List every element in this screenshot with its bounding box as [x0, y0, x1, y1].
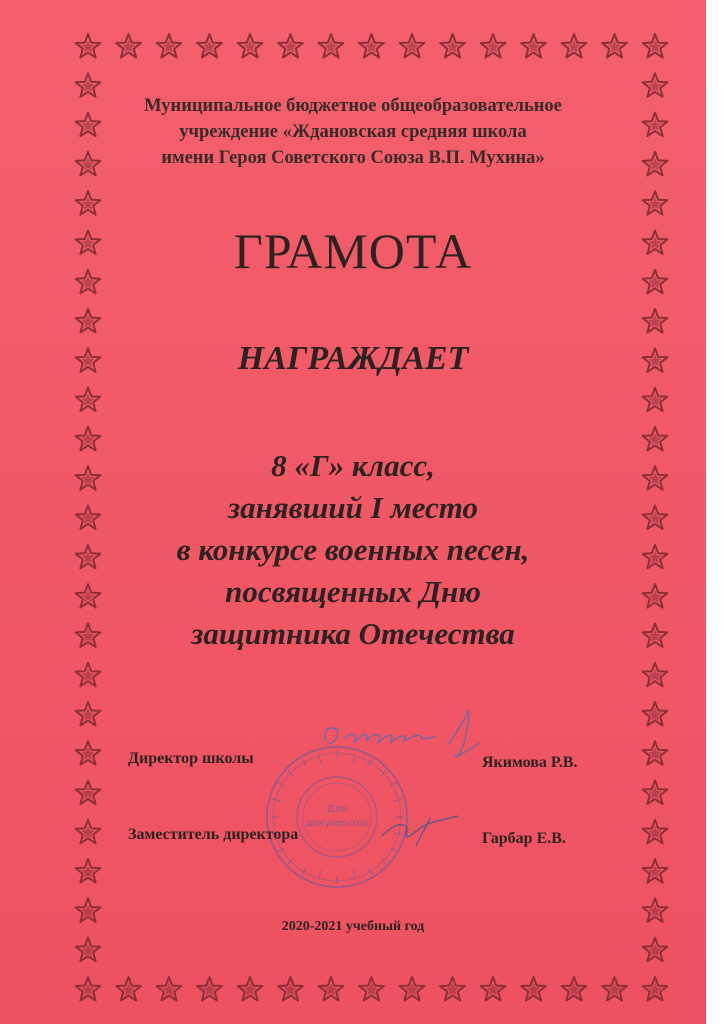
- star-icon: [602, 977, 627, 1001]
- star-icon: [157, 34, 182, 58]
- organization-header: [0, 93, 706, 171]
- org-line-3: имени Героя Советского Союза В.П. Мухина»: [161, 148, 545, 168]
- star-icon: [643, 781, 668, 805]
- star-icon: [562, 977, 587, 1001]
- star-icon: [643, 977, 668, 1001]
- star-icon: [76, 741, 101, 765]
- award-line-2: занявший I место: [227, 490, 479, 525]
- star-icon: [319, 977, 344, 1001]
- star-icon: [76, 388, 101, 412]
- award-line-4: посвященных Дню: [225, 574, 481, 609]
- star-icon: [116, 34, 141, 58]
- star-icon: [440, 34, 465, 58]
- star-icon: [521, 34, 546, 58]
- star-icon: [400, 977, 425, 1001]
- org-line-2: учреждение «Ждановская средняя школа: [179, 122, 527, 142]
- star-icon: [278, 977, 303, 1001]
- star-icon: [76, 938, 101, 962]
- org-line-1: Муниципальное бюджетное общеобразовательное: [144, 96, 562, 116]
- star-icon: [197, 34, 222, 58]
- star-icon: [643, 820, 668, 844]
- award-line-3: в конкурсе военных песен,: [176, 532, 530, 567]
- star-icon: [238, 34, 263, 58]
- star-icon: [197, 977, 222, 1001]
- star-icon: [319, 34, 344, 58]
- star-icon: [76, 781, 101, 805]
- director-name: Якимова Р.В.: [482, 754, 578, 771]
- award-line-5: защитника Отечества: [191, 616, 515, 651]
- deputy-signature: [376, 808, 476, 848]
- star-icon: [521, 977, 546, 1001]
- director-title: Директор школы: [128, 750, 254, 767]
- certificate-title: ГРАМОТА: [233, 223, 473, 279]
- star-icon: [643, 191, 668, 215]
- star-icon: [76, 702, 101, 726]
- star-icon: [359, 34, 384, 58]
- star-icon: [76, 820, 101, 844]
- star-icon: [602, 34, 627, 58]
- star-icon: [643, 663, 668, 687]
- deputy-name: Гарбар Е.В.: [482, 830, 566, 847]
- star-icon: [76, 859, 101, 883]
- star-icon: [643, 859, 668, 883]
- star-icon: [76, 977, 101, 1001]
- stamp-text-1: Для: [326, 804, 348, 815]
- star-icon: [76, 663, 101, 687]
- star-icon: [359, 977, 384, 1001]
- star-icon: [643, 741, 668, 765]
- stamp-text-2: документов: [305, 818, 369, 829]
- deputy-title: Заместитель директора: [128, 826, 299, 843]
- star-icon: [643, 702, 668, 726]
- director-signature: [318, 703, 488, 763]
- star-icon: [481, 977, 506, 1001]
- star-icon: [643, 388, 668, 412]
- award-line-1: 8 «Г» класс,: [271, 448, 435, 483]
- star-icon: [562, 34, 587, 58]
- award-text: [0, 445, 706, 655]
- academic-year: 2020-2021 учебный год: [281, 919, 425, 934]
- star-icon: [643, 34, 668, 58]
- star-icon: [643, 309, 668, 333]
- star-icon: [76, 191, 101, 215]
- star-icon: [116, 977, 141, 1001]
- star-icon: [76, 309, 101, 333]
- star-icon: [440, 977, 465, 1001]
- awards-label: НАГРАЖДАЕТ: [237, 340, 469, 377]
- star-icon: [400, 34, 425, 58]
- star-icon: [238, 977, 263, 1001]
- star-icon: [481, 34, 506, 58]
- star-icon: [643, 938, 668, 962]
- star-icon: [76, 34, 101, 58]
- star-icon: [157, 977, 182, 1001]
- star-icon: [278, 34, 303, 58]
